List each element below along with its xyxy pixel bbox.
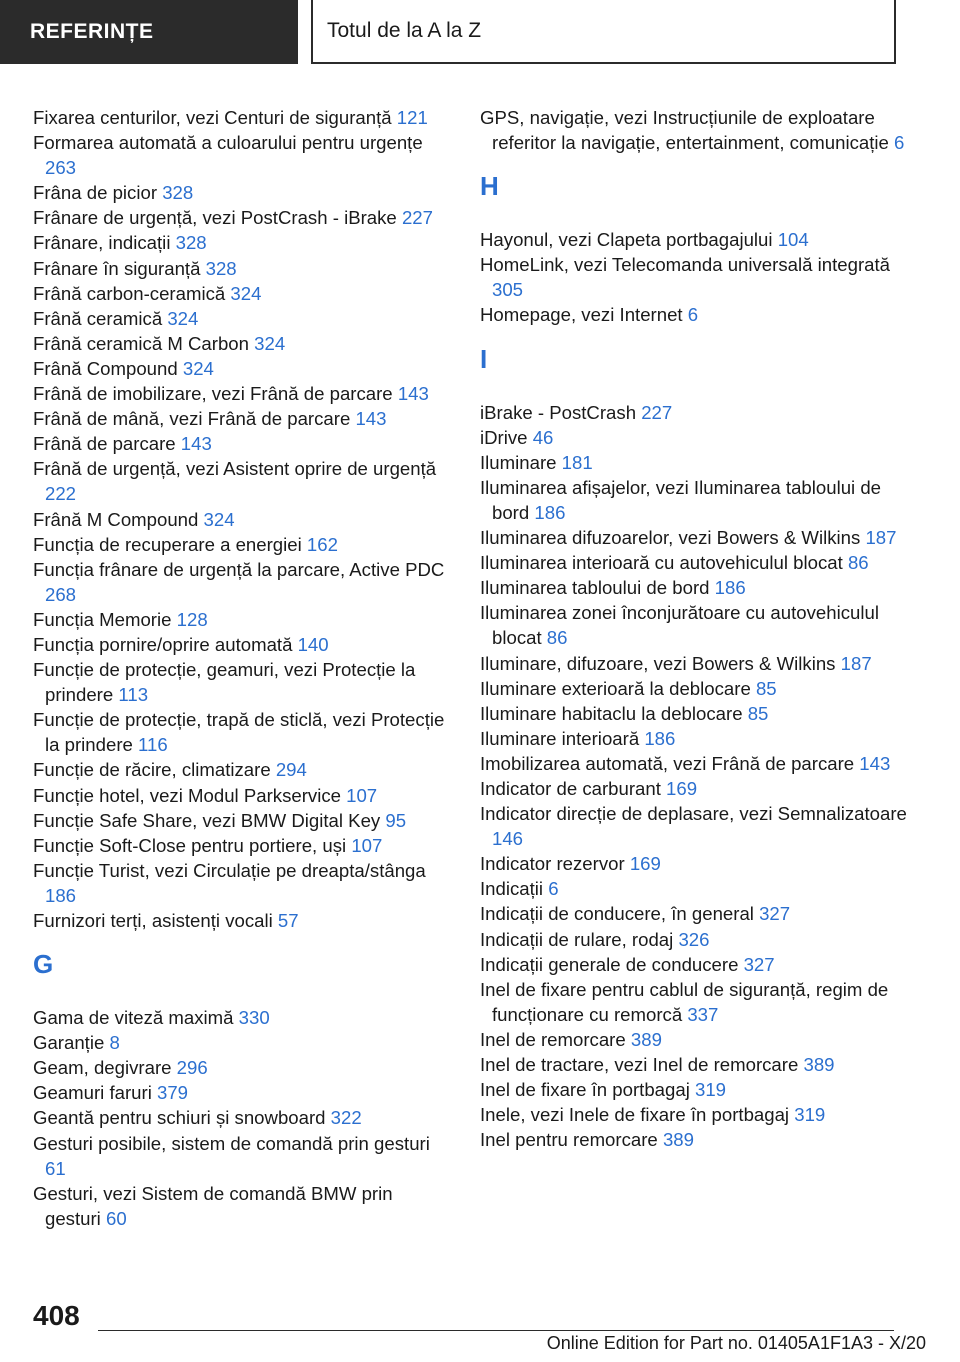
index-page-link[interactable]: 328 — [175, 232, 207, 254]
index-entry-text: Garanție — [33, 1032, 110, 1054]
index-entry — [480, 876, 920, 901]
index-page-link[interactable]: 319 — [695, 1079, 727, 1101]
index-entry — [480, 1027, 920, 1052]
index-entry — [480, 676, 920, 701]
index-page-link[interactable]: 337 — [687, 1003, 719, 1025]
index-entry-text: Inel pentru remorcare — [480, 1129, 663, 1151]
index-entry — [480, 425, 920, 450]
index-entry-text: Iluminare habitaclu la deblocare — [480, 702, 748, 724]
index-entry-text: Gama de viteză maximă — [33, 1007, 239, 1029]
index-entry — [33, 230, 453, 255]
index-entry — [480, 776, 920, 801]
index-entry-text: Frânare în siguranță — [33, 257, 206, 279]
index-page-link[interactable]: 330 — [238, 1007, 270, 1029]
index-entry-text: Geamuri faruri — [33, 1082, 157, 1104]
index-entry — [480, 600, 920, 650]
chapter-header — [311, 0, 896, 64]
index-entry-text: Iluminare interioară — [480, 727, 645, 749]
index-entry — [33, 180, 453, 205]
index-page-link[interactable]: 324 — [182, 357, 214, 379]
index-page-link[interactable]: 187 — [840, 652, 872, 674]
index-page-link[interactable]: 389 — [630, 1028, 662, 1050]
index-entry — [480, 525, 920, 550]
index-entry-text: Frână ceramică — [33, 307, 168, 329]
index-entry-text: Gesturi, vezi Sistem de comandă BMW prin gesturi — [33, 1182, 393, 1229]
index-entry-text: iDrive — [480, 426, 533, 448]
index-page-link[interactable]: 140 — [297, 633, 329, 655]
index-entry-text: Indicator direcție de deplasare, vezi Semnalizatoare — [480, 803, 907, 825]
index-entry-text: Indicații de rulare, rodaj — [480, 928, 679, 950]
index-entry-text: Geam, degivrare — [33, 1057, 177, 1079]
index-page-link[interactable]: 61 — [45, 1157, 66, 1179]
index-page-link[interactable]: 86 — [546, 627, 568, 649]
index-entry — [33, 808, 453, 833]
index-page-link[interactable]: 186 — [644, 727, 676, 749]
index-entry — [480, 977, 920, 1027]
index-entry-text: Frânare, indicații — [33, 232, 176, 254]
index-entry-text: Funcția de recuperare a energiei — [33, 533, 307, 555]
index-entry — [33, 205, 453, 230]
index-page-link[interactable]: 6 — [548, 878, 559, 900]
index-page-link[interactable]: 107 — [351, 834, 383, 856]
index-entry — [33, 507, 453, 532]
index-page-link[interactable]: 379 — [157, 1082, 189, 1104]
index-page-link[interactable]: 57 — [277, 910, 299, 931]
index-entry — [480, 475, 920, 525]
index-entry — [480, 1102, 920, 1127]
index-entry-text: Indicații generale de conducere — [480, 953, 744, 975]
index-entry — [33, 456, 453, 506]
index-entry — [480, 450, 920, 475]
index-page-link[interactable]: 169 — [666, 777, 698, 799]
index-entry-text: HomeLink, vezi Telecomanda universală integrată — [480, 254, 890, 276]
index-entry — [480, 751, 920, 776]
index-page-link[interactable]: 85 — [747, 702, 769, 724]
footer-divider — [98, 1330, 894, 1331]
index-entry — [480, 701, 920, 726]
index-entry — [33, 632, 453, 657]
index-entry — [480, 400, 920, 425]
index-entry — [33, 356, 453, 381]
index-entry-text: Imobilizarea automată, vezi Frână de parcare — [480, 752, 860, 774]
index-entry — [33, 1181, 453, 1231]
section-tab — [0, 0, 298, 64]
index-page-link[interactable]: 268 — [45, 583, 77, 605]
index-entry — [33, 1131, 453, 1181]
index-letter-heading: H — [480, 171, 499, 202]
index-entry — [480, 252, 920, 302]
index-entry-text: Frână M Compound — [33, 508, 204, 530]
index-entry — [480, 227, 920, 252]
index-entry — [480, 1127, 920, 1152]
index-entry — [480, 901, 920, 926]
index-page-link[interactable]: 222 — [45, 483, 77, 505]
index-entry — [33, 431, 453, 456]
index-entry — [33, 908, 453, 933]
index-page-link[interactable]: 324 — [230, 282, 262, 304]
index-entry-text: Frânare de urgență, vezi PostCrash - iBrake — [33, 207, 402, 229]
index-page-link[interactable]: 162 — [306, 533, 338, 555]
index-entry — [480, 550, 920, 575]
page-number: 408 — [33, 1300, 80, 1331]
index-page-link[interactable]: 143 — [180, 433, 212, 455]
index-page-link[interactable]: 186 — [45, 884, 77, 906]
index-entry — [33, 833, 453, 858]
index-page-link[interactable]: 324 — [203, 508, 235, 530]
index-page-link[interactable]: 324 — [167, 307, 199, 329]
index-page-link[interactable]: 186 — [534, 501, 566, 523]
index-entry-text: iBrake - PostCrash — [480, 401, 642, 423]
index-entry-text: Fixarea centurilor, vezi Centuri de siguranță — [33, 107, 397, 128]
index-entry-text: Iluminarea zonei înconjurătoare cu autovehiculul blocat — [480, 602, 879, 649]
index-page-link[interactable]: 389 — [803, 1054, 835, 1075]
index-page-link[interactable]: 326 — [678, 928, 710, 950]
index-page-link[interactable]: 227 — [641, 401, 673, 423]
index-entry — [33, 1055, 453, 1080]
index-page-link[interactable]: 86 — [847, 552, 869, 574]
index-entry-text: Frână carbon-ceramică — [33, 282, 231, 304]
index-page-link[interactable]: 319 — [794, 1104, 826, 1126]
index-entry-text: Funcție Soft-Close pentru portiere, uși — [33, 834, 352, 856]
index-entry-text: Inele, vezi Inele de fixare în portbagaj — [480, 1104, 795, 1126]
index-entry — [33, 858, 453, 908]
index-page-link[interactable]: 85 — [755, 677, 777, 699]
index-entry — [33, 757, 453, 782]
index-entry-text: Indicații de conducere, în general — [480, 903, 760, 925]
index-entry-text: GPS, navigație, vezi Instrucțiunile de exploatare referitor la navigație, entertainment, comunicație — [480, 107, 895, 154]
index-entry — [33, 406, 453, 431]
index-page-link[interactable]: 8 — [109, 1032, 120, 1054]
index-entry — [480, 651, 920, 676]
index-page-link[interactable]: 121 — [396, 107, 428, 128]
index-entry-text: Frână ceramică M Carbon — [33, 332, 255, 354]
index-letter-heading: G — [33, 949, 54, 980]
index-entry-text: Homepage, vezi Internet — [480, 304, 688, 326]
index-entry-text: Funcția Memorie — [33, 608, 177, 630]
index-entry — [480, 927, 920, 952]
index-entry — [33, 256, 453, 281]
index-entry-text: Frână de imobilizare, vezi Frână de parcare — [33, 383, 398, 405]
footer-edition: Online Edition for Part no. 01405A1F1A3 - X/20 — [546, 1333, 926, 1353]
index-page-link[interactable]: 146 — [492, 828, 524, 850]
index-page-link[interactable]: 328 — [205, 257, 237, 279]
index-entry — [33, 657, 453, 707]
index-entry-text: Iluminare, difuzoare, vezi Bowers & Wilkins — [480, 652, 841, 674]
chapter-title: Totul de la A la Z — [327, 19, 482, 42]
index-entry-text: Iluminarea afișajelor, vezi Iluminarea tabloului de bord — [480, 476, 882, 523]
index-page-link[interactable]: 143 — [397, 383, 429, 405]
index-entry-text: Iluminarea tabloului de bord — [480, 577, 715, 599]
index-page-link[interactable]: 113 — [118, 684, 149, 706]
index-entry — [33, 1005, 453, 1030]
index-page-link[interactable]: 186 — [714, 577, 746, 599]
index-entry — [33, 105, 453, 130]
index-column-right — [480, 105, 920, 1152]
index-entry — [480, 952, 920, 977]
index-entry — [33, 1080, 453, 1105]
index-entry-text: Indicator de carburant — [480, 777, 667, 799]
index-page-link[interactable]: 104 — [777, 229, 809, 251]
index-entry — [480, 302, 920, 327]
index-page-link[interactable]: 327 — [743, 953, 775, 975]
index-page-link[interactable]: 327 — [759, 903, 791, 925]
index-page-link[interactable]: 328 — [162, 182, 194, 204]
index-page-link[interactable]: 128 — [176, 608, 208, 630]
index-page-link[interactable]: 6 — [687, 304, 699, 326]
index-entry — [33, 306, 453, 331]
index-entry-text: Funcție de protecție, geamuri, vezi Protecție la prindere — [33, 659, 416, 706]
index-entry-text: Indicator rezervor — [480, 853, 630, 875]
index-entry-text: Funcție de protecție, trapă de sticlă, vezi Protecție la prindere — [33, 709, 445, 756]
index-entry — [33, 1105, 453, 1130]
index-column-left — [33, 105, 453, 1231]
index-entry-text: Geantă pentru schiuri și snowboard — [33, 1107, 331, 1129]
index-page-link[interactable]: 389 — [662, 1129, 694, 1151]
index-page-link[interactable]: 107 — [346, 784, 378, 806]
index-entry-text: Funcție hotel, vezi Modul Parkservice — [33, 784, 347, 806]
index-entry-text: Frână de parcare — [33, 433, 181, 455]
index-entry-text: Hayonul, vezi Clapeta portbagajului — [480, 229, 778, 251]
index-entry — [33, 532, 453, 557]
section-title: REFERINȚE — [30, 20, 154, 43]
index-page-link[interactable]: 95 — [385, 809, 407, 831]
index-entry — [480, 105, 920, 155]
index-entry — [33, 607, 453, 632]
index-entry — [480, 851, 920, 876]
index-page-link[interactable]: 46 — [532, 426, 554, 448]
index-entry — [33, 1030, 453, 1055]
index-entry-text: Iluminare — [480, 451, 562, 473]
index-entry-text: Funcția pornire/oprire automată — [33, 633, 298, 655]
index-entry-text: Gesturi posibile, sistem de comandă prin gesturi — [33, 1132, 430, 1154]
index-entry-text: Formarea automată a culoarului pentru urgențe — [33, 132, 423, 154]
index-entry — [33, 281, 453, 306]
index-page-link[interactable]: 187 — [865, 527, 897, 549]
index-page-link[interactable]: 263 — [45, 157, 77, 179]
index-entry-text: Frână de urgență, vezi Asistent oprire de urgență — [33, 458, 437, 480]
index-entry-text: Inel de remorcare — [480, 1028, 631, 1050]
index-entry-text: Frâna de picior — [33, 182, 163, 204]
index-page-link[interactable]: 6 — [894, 132, 905, 154]
index-entry-text: Frână de mână, vezi Frână de parcare — [33, 408, 356, 430]
index-entry-text: Funcție Safe Share, vezi BMW Digital Key — [33, 809, 386, 831]
index-page-link[interactable]: 322 — [330, 1107, 362, 1129]
index-entry-text: Iluminarea difuzoarelor, vezi Bowers & Wilkins — [480, 527, 866, 549]
index-entry-text: Frână Compound — [33, 357, 183, 379]
index-entry-text: Funcție Turist, vezi Circulație pe dreapta/stânga — [33, 859, 426, 881]
index-page-link[interactable]: 305 — [492, 279, 524, 301]
index-entry-text: Iluminare exterioară la deblocare — [480, 677, 756, 699]
index-entry-text: Furnizori terți, asistenți vocali — [33, 910, 278, 931]
index-page-link[interactable]: 143 — [355, 408, 387, 430]
index-page-link[interactable]: 296 — [176, 1057, 208, 1079]
index-entry-text: Inel de fixare în portbagaj — [480, 1079, 695, 1101]
index-page-link[interactable]: 181 — [561, 451, 593, 473]
index-entry — [480, 575, 920, 600]
index-page-link[interactable]: 169 — [629, 853, 661, 875]
index-entry-text: Inel de fixare pentru cablul de siguranță, regim de funcționare cu remorcă — [480, 978, 889, 1025]
index-entry-text: Inel de tractare, vezi Inel de remorcare — [480, 1054, 804, 1075]
index-entry-text: Indicații — [480, 878, 549, 900]
index-entry — [480, 1052, 920, 1077]
index-page-link[interactable]: 143 — [859, 752, 891, 774]
index-entry — [33, 557, 453, 607]
index-entry — [33, 130, 453, 180]
index-entry — [480, 1077, 920, 1102]
index-page-link[interactable]: 324 — [254, 332, 286, 354]
index-entry — [33, 783, 453, 808]
index-entry-text: Funcția frânare de urgență la parcare, Active PDC — [33, 558, 445, 580]
index-entry — [480, 726, 920, 751]
index-entry-text: Funcție de răcire, climatizare — [33, 759, 276, 781]
index-entry — [33, 707, 453, 757]
index-entry-text: Iluminarea interioară cu autovehiculul blocat — [480, 552, 848, 574]
index-page-link[interactable]: 60 — [105, 1207, 127, 1229]
index-page-link[interactable]: 227 — [401, 207, 433, 229]
index-page-link[interactable]: 294 — [275, 759, 307, 781]
index-entry — [33, 381, 453, 406]
index-entry — [480, 801, 920, 851]
index-entry — [33, 331, 453, 356]
index-page-link[interactable]: 116 — [138, 734, 168, 756]
index-letter-heading: I — [480, 343, 488, 374]
